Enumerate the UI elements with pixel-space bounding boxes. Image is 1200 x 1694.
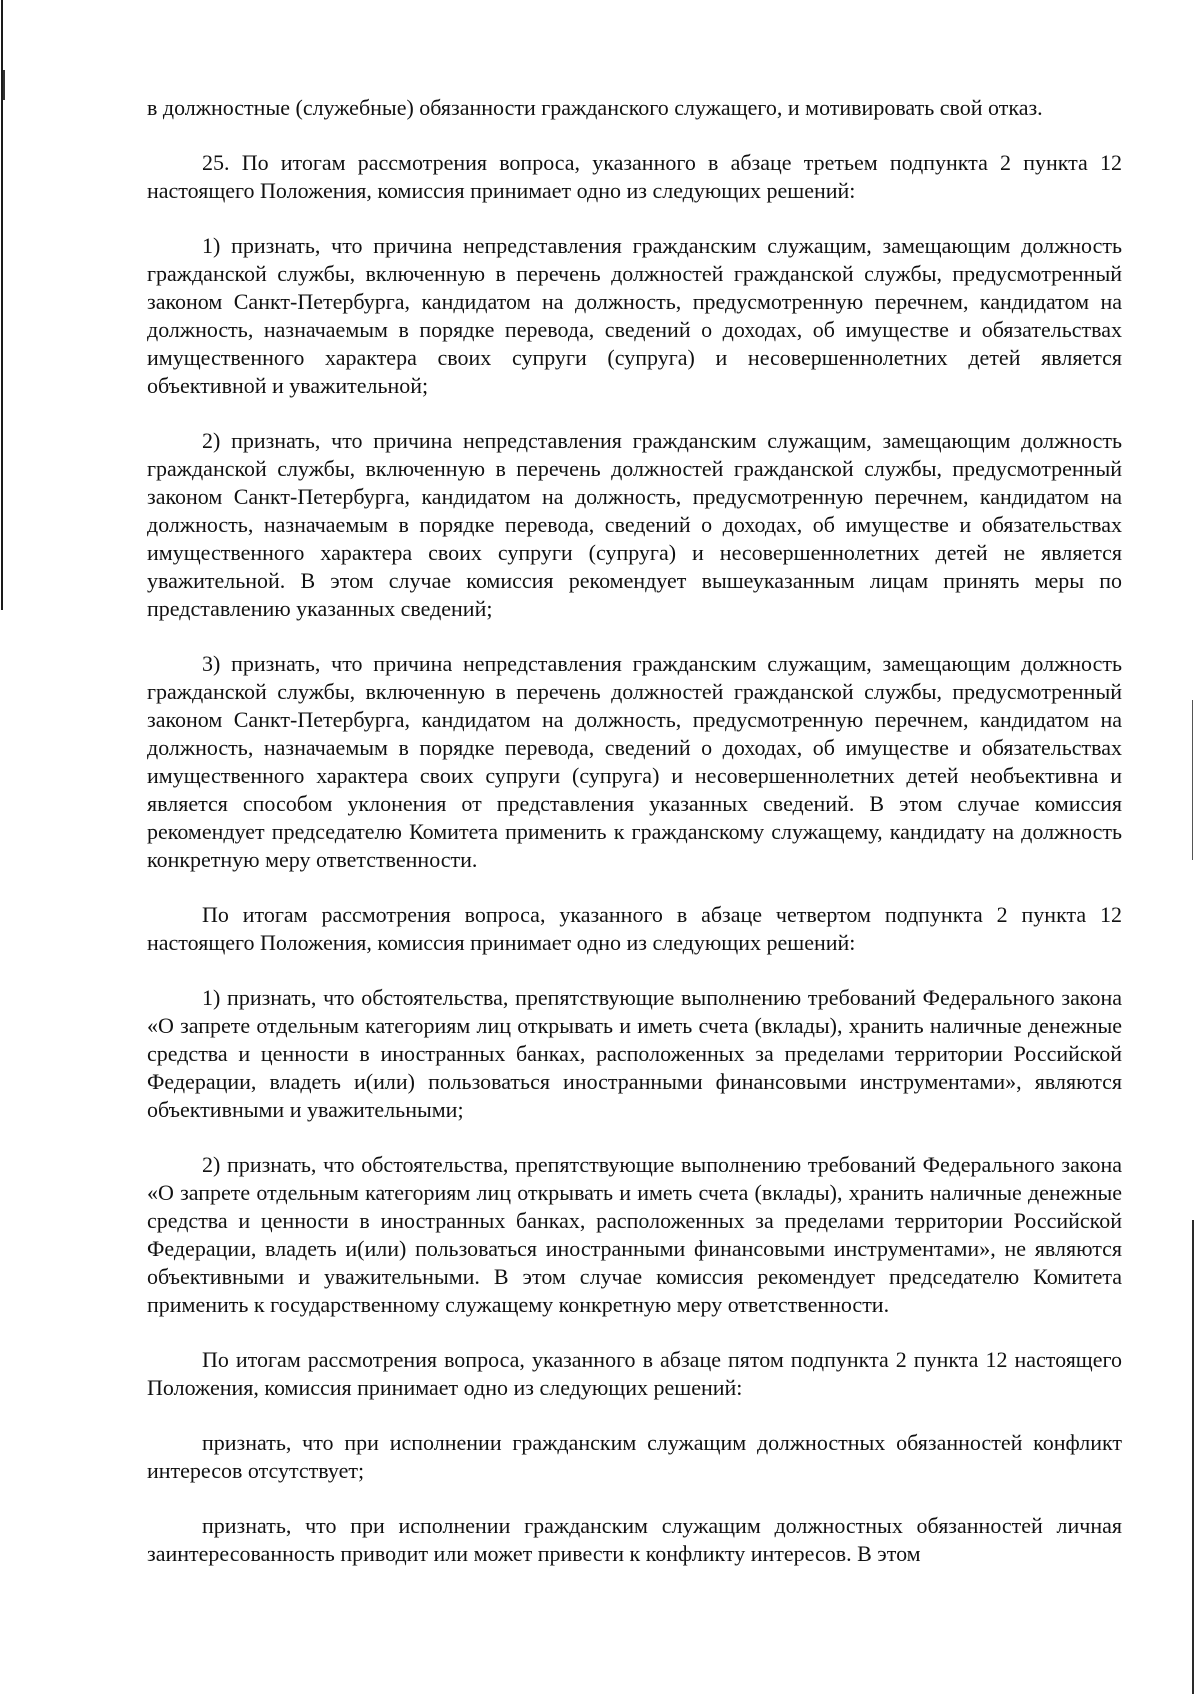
paragraph-fourth-clause-intro: По итогам рассмотрения вопроса, указанного в абзаце четвертом подпункта 2 пункта 12 настоящего Положения, комиссия принимает одно из следующих решений: [147,902,1122,955]
paragraph-fifth-clause-intro: По итогам рассмотрения вопроса, указанного в абзаце пятом подпункта 2 пункта 12 настоящего Положения, комиссия принимает одно из следующих решений: [147,1347,1122,1400]
document-body [147,94,1122,1568]
paragraph-foreign-assets-1: 1) признать, что обстоятельства, препятствующие выполнению требований Федерального закона «О запрете отдельным категориям лиц открывать и иметь счета (вклады), хранить наличные денежные средства и ценности в иностранных банках, расположенных за пределами территории Российской Федерации, владеть и(или) пользоваться иностранными финансовыми инструментами», являются объективными и уважительными; [147,985,1122,1122]
scan-edge-mark [3,70,5,100]
paragraph-decision-3: 3) признать, что причина непредставления гражданским служащим, замещающим должность гражданской службы, включенную в перечень должностей гражданской службы, предусмотренный законом Санкт-Петербурга, кандидатом на должность, предусмотренную перечнем, кандидатом на должность, назначаемым в порядке перевода, сведений о доходах, об имуществе и обязательствах имущественного характера своих супруги (супруга) и несовершеннолетних детей необъективна и является способом уклонения от представления указанных сведений. В этом случае комиссия рекомендует председателю Комитета применить к гражданскому служащему, кандидату на должность конкретную меру ответственности. [147,651,1122,872]
paragraph-decision-1: 1) признать, что причина непредставления гражданским служащим, замещающим должность гражданской службы, включенную в перечень должностей гражданской службы, предусмотренный законом Санкт-Петербурга, кандидатом на должность, предусмотренную перечнем, кандидатом на должность, назначаемым в порядке перевода, сведений о доходах, об имуществе и обязательствах имущественного характера своих супруги (супруга) и несовершеннолетних детей является объективной и уважительной; [147,233,1122,398]
paragraph-decision-2: 2) признать, что причина непредставления гражданским служащим, замещающим должность гражданской службы, включенную в перечень должностей гражданской службы, предусмотренный законом Санкт-Петербурга, кандидатом на должность, предусмотренную перечнем, кандидатом на должность, назначаемым в порядке перевода, сведений о доходах, об имуществе и обязательствах имущественного характера своих супруги (супруга) и несовершеннолетних детей не является уважительной. В этом случае комиссия рекомендует вышеуказанным лицам принять меры по представлению указанных сведений; [147,428,1122,621]
paragraph-foreign-assets-2: 2) признать, что обстоятельства, препятствующие выполнению требований Федерального закона «О запрете отдельным категориям лиц открывать и иметь счета (вклады), хранить наличные денежные средства и ценности в иностранных банках, расположенных за пределами территории Российской Федерации, владеть и(или) пользоваться иностранными финансовыми инструментами», не являются объективными и уважительными. В этом случае комиссия рекомендует председателю Комитета применить к государственному служащему конкретную меру ответственности. [147,1152,1122,1317]
scan-edge-right-faint [1192,700,1193,860]
paragraph-no-conflict: признать, что при исполнении гражданским служащим должностных обязанностей конфликт интересов отсутствует; [147,1430,1122,1483]
paragraph-conflict-possible: признать, что при исполнении гражданским служащим должностных обязанностей личная заинтересованность приводит или может привести к конфликту интересов. В этом [147,1513,1122,1566]
paragraph-item-25: 25. По итогам рассмотрения вопроса, указанного в абзаце третьем подпункта 2 пункта 12 настоящего Положения, комиссия принимает одно из следующих решений: [147,150,1122,203]
paragraph-continuation: в должностные (служебные) обязанности гражданского служащего, и мотивировать свой отказ. [147,95,1043,120]
scan-edge-right [1192,1220,1194,1694]
